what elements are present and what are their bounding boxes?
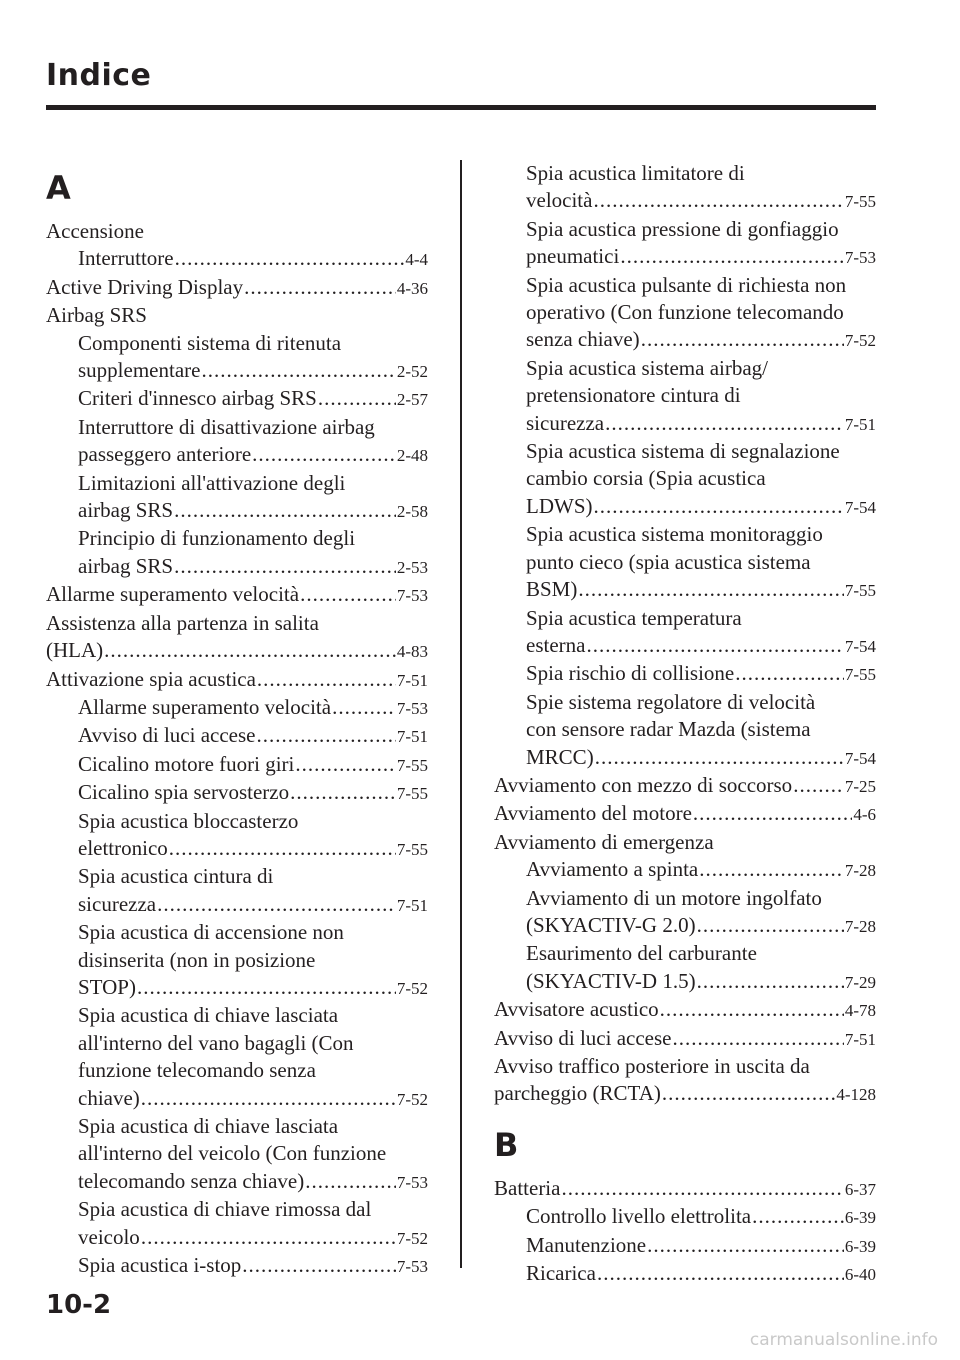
page-ref: 2-57 xyxy=(396,390,428,410)
page-ref: 7-51 xyxy=(844,414,876,434)
dot-leader xyxy=(605,410,844,437)
entry-line xyxy=(526,632,876,660)
entry-line xyxy=(526,243,876,271)
dot-leader xyxy=(332,694,396,721)
entry-text: Spia acustica sistema di segnalazione xyxy=(526,439,840,464)
entry-line xyxy=(526,1232,876,1260)
index-subentry xyxy=(494,438,876,521)
index-entry xyxy=(494,1025,876,1053)
entry-line xyxy=(78,974,428,1002)
index-entry xyxy=(494,829,876,856)
page-ref: 7-53 xyxy=(396,698,428,718)
page-ref: 7-25 xyxy=(844,776,876,796)
entry-text: Attivazione spia acustica xyxy=(46,666,256,691)
entry-text: Allarme superamento velocità xyxy=(46,582,300,607)
page-ref: 7-52 xyxy=(844,331,876,351)
dot-leader xyxy=(697,968,844,995)
entry-line xyxy=(46,637,428,665)
dot-leader xyxy=(169,835,396,862)
dot-leader xyxy=(735,660,844,687)
dot-leader xyxy=(242,1252,396,1279)
entry-text: Spia acustica sistema monitoraggio xyxy=(526,522,823,547)
entry-line xyxy=(78,779,428,807)
index-subentry xyxy=(46,1002,428,1113)
entry-line xyxy=(78,751,428,779)
page-ref: 4-83 xyxy=(396,642,428,662)
index-subentry xyxy=(494,940,876,996)
page-ref: 2-53 xyxy=(396,557,428,577)
dot-leader xyxy=(662,1080,835,1107)
entry-text: Manutenzione xyxy=(526,1232,647,1257)
dot-leader xyxy=(244,274,396,301)
entry-line xyxy=(494,1025,876,1053)
entry-line xyxy=(78,245,428,273)
page-ref: 7-28 xyxy=(844,916,876,936)
dot-leader xyxy=(672,1025,843,1052)
entry-text: Spia acustica bloccasterzo xyxy=(78,808,299,833)
index-subentry xyxy=(46,694,428,722)
entry-text: airbag SRS xyxy=(78,498,174,523)
page-ref: 6-39 xyxy=(844,1208,876,1228)
index-subentry xyxy=(494,355,876,438)
entry-text: chiave) xyxy=(78,1085,140,1110)
page-ref: 7-29 xyxy=(844,972,876,992)
entry-line xyxy=(46,581,428,609)
entry-text: sicurezza xyxy=(78,891,157,916)
entry-text: (HLA) xyxy=(46,638,104,663)
entry-text: elettronico xyxy=(78,835,168,860)
dot-leader xyxy=(586,632,843,659)
entry-line xyxy=(526,1203,876,1231)
entry-text: STOP) xyxy=(78,974,136,999)
entry-line xyxy=(526,660,876,688)
entry-text: senza chiave) xyxy=(526,327,640,352)
index-entry xyxy=(494,772,876,800)
entry-text: con sensore radar Mazda (sistema xyxy=(526,717,811,742)
page-ref: 7-53 xyxy=(396,1257,428,1277)
entry-text: Accensione xyxy=(46,219,144,243)
index-subentry xyxy=(494,856,876,884)
index-entry xyxy=(46,581,428,609)
dot-leader xyxy=(752,1203,844,1230)
dot-leader xyxy=(620,243,844,270)
index-subentry xyxy=(494,1203,876,1231)
page-ref: 7-55 xyxy=(844,665,876,685)
entry-text: Componenti sistema di ritenuta xyxy=(78,330,342,355)
entry-text: velocità xyxy=(526,188,593,213)
entry-text: Spia acustica di chiave rimossa dal xyxy=(78,1197,372,1222)
entry-text: operativo (Con funzione telecomando xyxy=(526,300,844,325)
index-subentry xyxy=(46,1252,428,1280)
entry-text: Avviamento di un motore ingolfato xyxy=(526,885,822,910)
entry-text: Avviso di luci accese xyxy=(494,1025,672,1050)
dot-leader xyxy=(647,1232,844,1259)
index-subentry xyxy=(494,885,876,941)
page-ref: 4-36 xyxy=(396,278,428,298)
dot-leader xyxy=(595,744,844,771)
dot-leader xyxy=(597,1260,844,1287)
page-ref: 7-53 xyxy=(396,1172,428,1192)
entry-text: disinserita (non in posizione xyxy=(78,947,316,972)
page-ref: 7-54 xyxy=(844,497,876,517)
entry-line xyxy=(78,441,428,469)
entry-text: Avviamento del motore xyxy=(494,801,692,826)
entry-line xyxy=(46,274,428,302)
entry-text: BSM) xyxy=(526,577,578,602)
index-subentry xyxy=(494,160,876,216)
entry-line xyxy=(78,722,428,750)
dot-leader xyxy=(295,751,395,778)
entry-text: supplementare xyxy=(78,358,201,383)
index-subentry xyxy=(46,779,428,807)
entry-text: Avviso di luci accese xyxy=(78,723,256,748)
page-ref: 7-51 xyxy=(396,670,428,690)
page-ref: 7-55 xyxy=(396,839,428,859)
dot-leader xyxy=(256,722,395,749)
header-rule xyxy=(46,105,876,110)
page-title: Indice xyxy=(46,58,152,93)
dot-leader xyxy=(693,800,852,827)
index-entry xyxy=(494,1053,876,1109)
entry-text: Interruttore di disattivazione airbag xyxy=(78,414,375,439)
entry-line xyxy=(526,1260,876,1288)
entry-line xyxy=(78,694,428,722)
entry-text: parcheggio (RCTA) xyxy=(494,1081,661,1106)
entry-text: veicolo xyxy=(78,1224,140,1249)
entry-text: Avviamento di emergenza xyxy=(494,829,714,854)
entry-line xyxy=(46,666,428,694)
dot-leader xyxy=(137,974,396,1001)
entry-text: Batteria xyxy=(494,1175,561,1200)
dot-leader xyxy=(305,1168,396,1195)
page-ref: 7-52 xyxy=(396,1089,428,1109)
index-subentry xyxy=(46,470,428,526)
entry-text: Spia acustica limitatore di xyxy=(526,161,745,185)
entry-line xyxy=(78,1252,428,1280)
index-entry xyxy=(494,1175,876,1203)
entry-line xyxy=(526,912,876,940)
dot-leader xyxy=(793,772,844,799)
entry-line xyxy=(526,187,876,215)
dot-leader xyxy=(561,1175,843,1202)
entry-text: Avviamento a spinta xyxy=(526,857,699,882)
entry-line xyxy=(526,968,876,996)
entry-line xyxy=(494,772,876,800)
entry-text: Allarme superamento velocità xyxy=(78,694,332,719)
entry-text: Spia acustica sistema airbag/ xyxy=(526,355,769,380)
entry-text: Spia acustica pressione di gonfiaggio xyxy=(526,216,839,241)
entry-text: telecomando senza chiave) xyxy=(78,1168,305,1193)
index-subentry xyxy=(494,660,876,688)
page-ref: 7-55 xyxy=(844,581,876,601)
entry-text: all'interno del veicolo (Con funzione xyxy=(78,1141,387,1166)
index-column-right xyxy=(494,160,876,1288)
index-subentry xyxy=(46,1113,428,1196)
index-subentry xyxy=(46,525,428,581)
entry-text: (SKYACTIV-D 1.5) xyxy=(526,968,696,993)
entry-text: Cicalino motore fuori giri xyxy=(78,751,295,776)
watermark: carmanualsonline.info xyxy=(749,1330,938,1350)
page-ref: 7-54 xyxy=(844,748,876,768)
index-subentry xyxy=(494,521,876,604)
page-ref: 4-78 xyxy=(844,1001,876,1021)
page-ref: 7-55 xyxy=(396,784,428,804)
page-ref: 7-51 xyxy=(396,895,428,915)
dot-leader xyxy=(594,493,844,520)
entry-text: punto cieco (spia acustica sistema xyxy=(526,549,811,574)
dot-leader xyxy=(593,187,843,214)
index-entry xyxy=(494,800,876,828)
dot-leader xyxy=(104,637,396,664)
page-ref: 7-52 xyxy=(396,978,428,998)
entry-text: Ricarica xyxy=(526,1261,596,1286)
entry-line xyxy=(78,385,428,413)
dot-leader xyxy=(699,856,844,883)
entry-text: Spia acustica i-stop xyxy=(78,1253,242,1278)
dot-leader xyxy=(578,576,843,603)
entry-text: Airbag SRS xyxy=(46,303,147,328)
index-entry xyxy=(46,302,428,329)
index-entry xyxy=(46,610,428,666)
page-ref: 6-37 xyxy=(844,1179,876,1199)
page-ref: 7-54 xyxy=(844,636,876,656)
entry-line xyxy=(78,1168,428,1196)
entry-text: pretensionatore cintura di xyxy=(526,383,741,408)
entry-text: funzione telecomando senza xyxy=(78,1058,316,1083)
entry-text: Assistenza alla partenza in salita xyxy=(46,610,319,635)
index-entry xyxy=(46,218,428,245)
dot-leader xyxy=(141,1085,396,1112)
entry-text: Spia acustica temperatura xyxy=(526,605,742,630)
dot-leader xyxy=(290,779,396,806)
dot-leader xyxy=(257,666,396,693)
index-subentry xyxy=(46,919,428,1002)
entry-text: Avviamento con mezzo di soccorso xyxy=(494,772,793,797)
page-number: 10-2 xyxy=(46,1290,112,1320)
entry-line xyxy=(526,410,876,438)
index-subentry xyxy=(46,863,428,919)
dot-leader xyxy=(641,326,844,353)
page-ref: 4-6 xyxy=(853,805,876,825)
entry-text: Spia rischio di collisione xyxy=(526,661,735,686)
entry-text: airbag SRS xyxy=(78,553,174,578)
entry-text: (SKYACTIV-G 2.0) xyxy=(526,912,696,937)
entry-line xyxy=(526,744,876,772)
entry-text: cambio corsia (Spia acustica xyxy=(526,466,766,491)
entry-line xyxy=(494,800,876,828)
index-subentry xyxy=(46,330,428,386)
entry-line xyxy=(494,1080,876,1108)
index-subentry xyxy=(494,272,876,355)
entry-text: Esaurimento del carburante xyxy=(526,941,757,966)
entry-text: esterna xyxy=(526,632,586,657)
entry-text: Limitazioni all'attivazione degli xyxy=(78,470,346,495)
page-ref: 7-51 xyxy=(396,727,428,747)
dot-leader xyxy=(201,357,395,384)
dot-leader xyxy=(174,497,396,524)
index-entry xyxy=(46,274,428,302)
dot-leader xyxy=(318,385,396,412)
index-subentry xyxy=(46,808,428,864)
entry-line xyxy=(78,835,428,863)
entry-line xyxy=(78,357,428,385)
index-subentry xyxy=(494,1260,876,1288)
page-ref: 6-40 xyxy=(844,1265,876,1285)
entry-line xyxy=(78,497,428,525)
entry-text: Spia acustica di accensione non xyxy=(78,920,344,945)
entry-text: MRCC) xyxy=(526,744,594,769)
index-subentry xyxy=(46,751,428,779)
entry-line xyxy=(526,576,876,604)
dot-leader xyxy=(660,996,844,1023)
page-ref: 6-39 xyxy=(844,1236,876,1256)
dot-leader xyxy=(175,245,405,272)
entry-text: Controllo livello elettrolita xyxy=(526,1204,752,1229)
entry-text: Spia acustica pulsante di richiesta non xyxy=(526,272,847,297)
entry-text: Interruttore xyxy=(78,246,174,271)
page-ref: 2-48 xyxy=(396,446,428,466)
dot-leader xyxy=(252,441,396,468)
entry-line xyxy=(78,1085,428,1113)
index-subentry xyxy=(46,414,428,470)
entry-text: Cicalino spia servosterzo xyxy=(78,780,290,805)
entry-text: pneumatici xyxy=(526,244,620,269)
entry-line xyxy=(78,891,428,919)
entry-text: Spia acustica di chiave lasciata xyxy=(78,1003,339,1028)
entry-text: Avvisatore acustico xyxy=(494,997,659,1022)
entry-text: Spie sistema regolatore di velocità xyxy=(526,689,816,714)
section-letter: B xyxy=(494,1125,519,1164)
entry-text: Active Driving Display xyxy=(46,274,244,299)
index-subentry xyxy=(46,245,428,273)
entry-line xyxy=(526,326,876,354)
index-subentry xyxy=(494,1232,876,1260)
dot-leader xyxy=(174,553,396,580)
entry-text: Criteri d'innesco airbag SRS xyxy=(78,386,317,411)
entry-line xyxy=(78,553,428,581)
entry-line xyxy=(494,996,876,1024)
page-ref: 7-53 xyxy=(396,586,428,606)
page-ref: 7-53 xyxy=(844,248,876,268)
section-letter: A xyxy=(46,169,71,207)
index-entry xyxy=(46,666,428,694)
entry-text: Avviso traffico posteriore in uscita da xyxy=(494,1054,810,1078)
index-subentry xyxy=(46,1196,428,1252)
index-subentry xyxy=(46,385,428,413)
entry-line xyxy=(78,1224,428,1252)
entry-line xyxy=(526,493,876,521)
index-column-left xyxy=(46,160,428,1280)
dot-leader xyxy=(300,581,396,608)
dot-leader xyxy=(697,912,844,939)
entry-text: LDWS) xyxy=(526,493,593,518)
page-ref: 7-55 xyxy=(396,755,428,775)
page-ref: 2-58 xyxy=(396,502,428,522)
index-subentry xyxy=(494,605,876,661)
index-subentry xyxy=(494,689,876,772)
index-entry xyxy=(494,996,876,1024)
entry-line xyxy=(526,856,876,884)
page-ref: 7-52 xyxy=(396,1228,428,1248)
page-ref: 2-52 xyxy=(396,362,428,382)
page-ref: 7-51 xyxy=(844,1029,876,1049)
entry-text: sicurezza xyxy=(526,410,605,435)
entry-text: Principio di funzionamento degli xyxy=(78,526,356,551)
index-subentry xyxy=(494,216,876,272)
entry-text: Spia acustica cintura di xyxy=(78,864,274,889)
dot-leader xyxy=(157,891,396,918)
page-ref: 4-4 xyxy=(405,250,428,270)
entry-text: all'interno del vano bagagli (Con xyxy=(78,1030,354,1055)
entry-text: passeggero anteriore xyxy=(78,442,252,467)
page-ref: 4-128 xyxy=(836,1085,876,1105)
entry-line xyxy=(494,1175,876,1203)
index-subentry xyxy=(46,722,428,750)
column-divider xyxy=(460,160,462,1268)
dot-leader xyxy=(141,1224,396,1251)
page-ref: 7-28 xyxy=(844,861,876,881)
page-ref: 7-55 xyxy=(844,192,876,212)
entry-text: Spia acustica di chiave lasciata xyxy=(78,1114,339,1138)
